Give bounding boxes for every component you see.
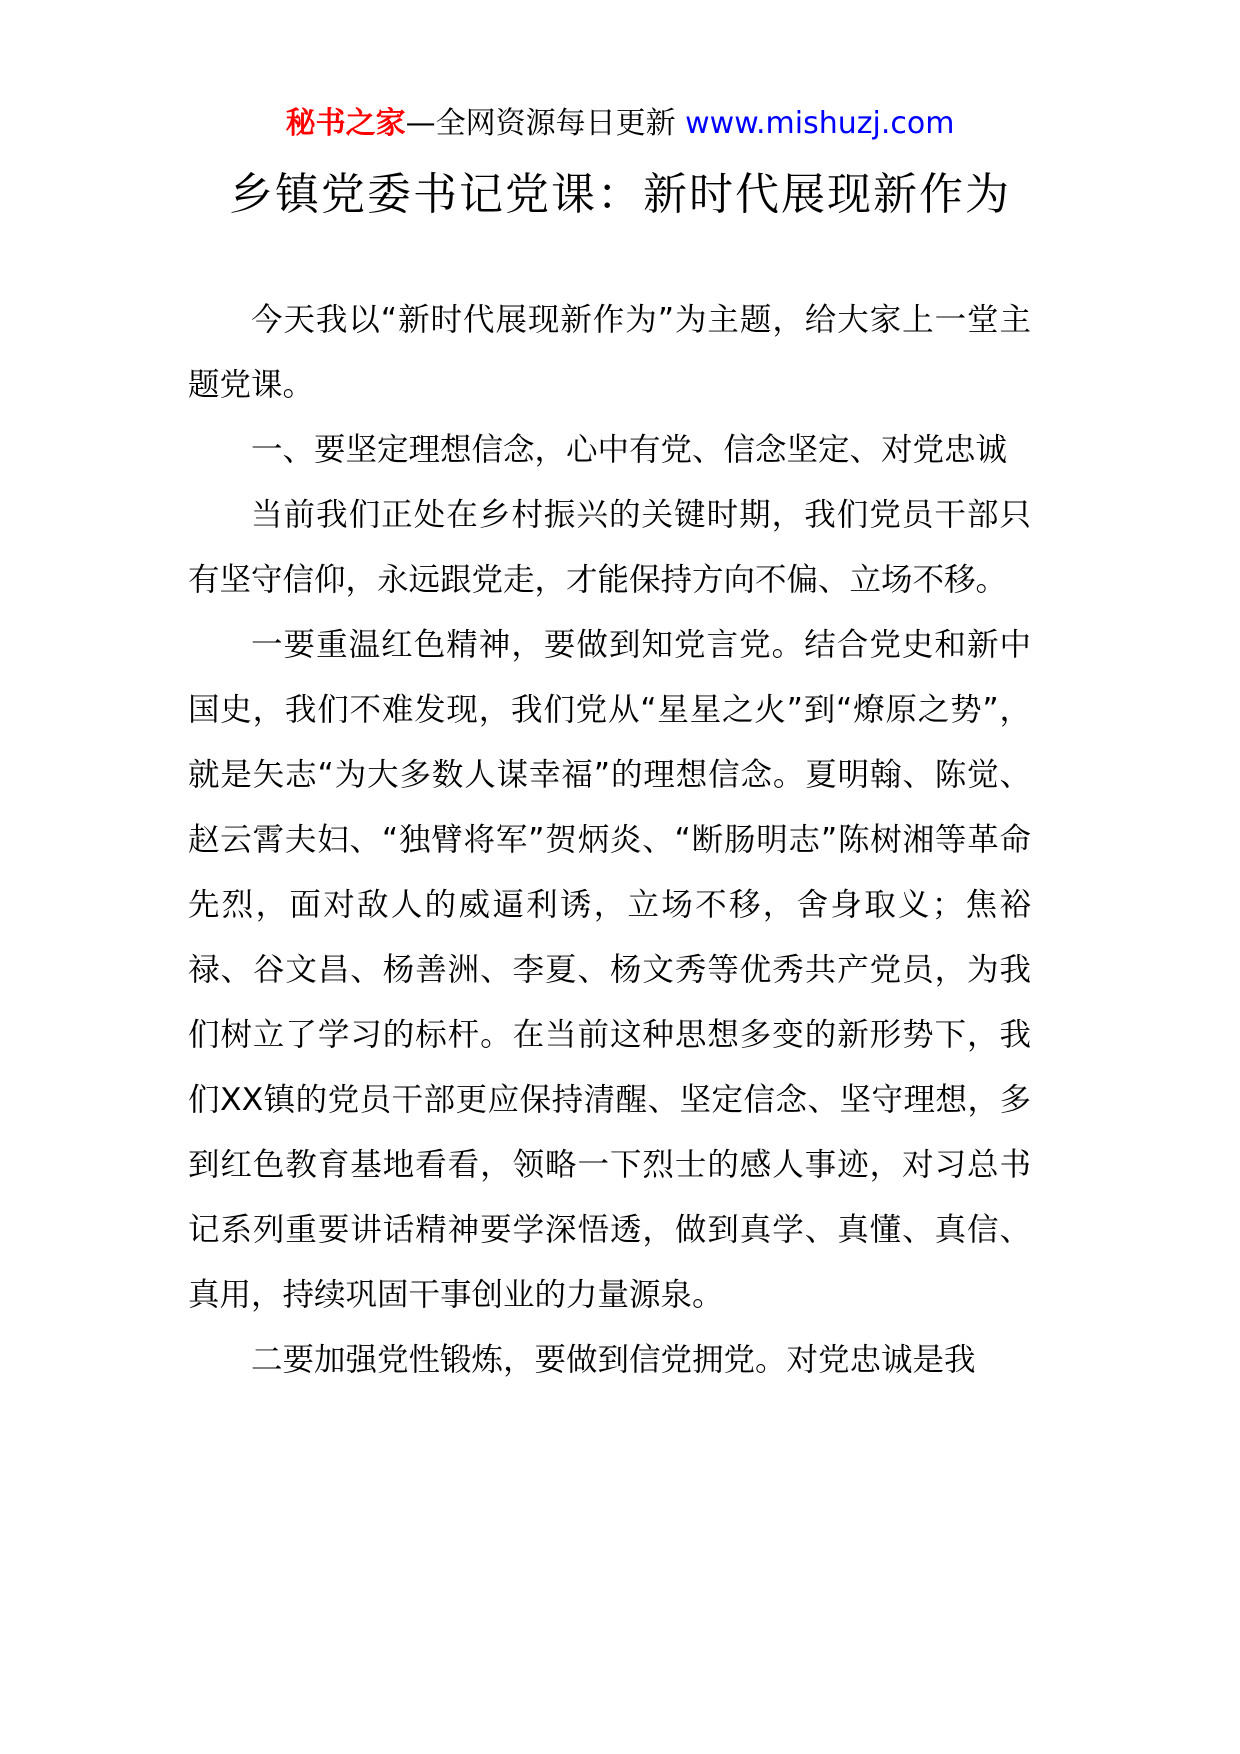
document-body [188, 288, 1031, 1393]
paragraph: 二要加强党性锻炼，要做到信党拥党。对党忠诚是我 [251, 1342, 976, 1378]
site-header [0, 100, 1240, 148]
site-url-link[interactable]: www.mishuzj.com [685, 106, 955, 141]
paragraph-intro: 今天我以“新时代展现新作为”为主题，给大家上一堂主题党课。 [188, 302, 1031, 403]
site-tagline: —全网资源每日更新 [405, 106, 686, 141]
paragraph: 当前我们正处在乡村振兴的关键时期，我们党员干部只有坚守信仰，永远跟党走，才能保持方向不偏、立场不移。 [188, 497, 1031, 598]
paragraph: 一要重温红色精神，要做到知党言党。结合党史和新中国史，我们不难发现，我们党从“星星之火”到“燎原之势”，就是矢志“为大多数人谋幸福”的理想信念。夏明翰、陈觉、赵云霄夫妇、“独臂将军”贺炳炎、“断肠明志”陈树湘等革命先烈，面对敌人的威逼利诱，立场不移，舍身取义；焦裕禄、谷文昌、杨善洲、李夏、杨文秀等优秀共产党员，为我们树立了学习的标杆。在当前这种思想多变的新形势下，我们XX镇的党员干部更应保持清醒、坚定信念、坚守理想，多到红色教育基地看看，领略一下烈士的感人事迹，对习总书记系列重要讲话精神要学深悟透，做到真学、真懂、真信、真用，持续巩固干事创业的力量源泉。 [188, 627, 1031, 1313]
section-heading-1: 一、要坚定理想信念，心中有党、信念坚定、对党忠诚 [251, 432, 1008, 468]
document-title: 乡镇党委书记党课：新时代展现新作为 [229, 169, 1011, 220]
site-brand: 秘书之家 [285, 106, 406, 141]
